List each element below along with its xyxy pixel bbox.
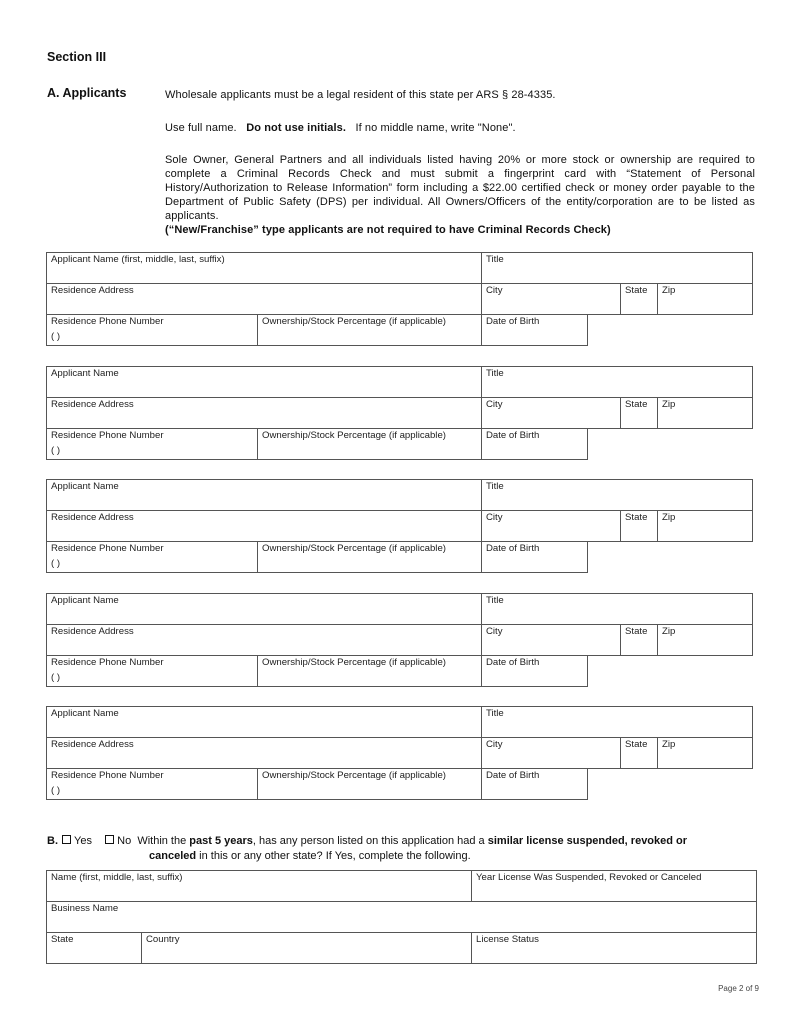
section-b-question (47, 834, 762, 849)
field-label: Year License Was Suspended, Revoked or Canceled (476, 872, 702, 883)
question-text: in this or any other state? If Yes, complete the following. (199, 850, 471, 862)
ownership-percentage-field[interactable] (257, 655, 482, 687)
criminal-check-note (165, 153, 755, 237)
area-code-placeholder: ( ) (51, 672, 61, 683)
field-label: City (486, 739, 503, 750)
field-label: State (625, 739, 648, 750)
field-label: City (486, 626, 503, 637)
residence-phone-field[interactable] (46, 428, 258, 460)
full-name-note (165, 121, 516, 135)
field-label: State (625, 399, 648, 410)
field-label: Applicant Name (first, middle, last, suffix) (51, 254, 225, 265)
field-label: Country (146, 934, 180, 945)
field-label: City (486, 399, 503, 410)
note-bold: (“New/Franchise” type applicants are not required to have Criminal Records Check) (165, 224, 611, 236)
ownership-percentage-field[interactable] (257, 428, 482, 460)
title-field[interactable] (481, 706, 753, 738)
applicant-name-field[interactable] (46, 366, 482, 398)
field-label: Date of Birth (486, 543, 540, 554)
residence-phone-field[interactable] (46, 314, 258, 346)
question-bold: past 5 years (189, 835, 253, 847)
field-label: Zip (662, 626, 676, 637)
residence-address-field[interactable] (46, 397, 482, 429)
zip-field[interactable] (657, 510, 753, 542)
section-b-question-cont (149, 849, 471, 864)
field-label: Zip (662, 399, 676, 410)
residence-phone-field[interactable] (46, 655, 258, 687)
suspended-state-field[interactable] (46, 932, 142, 964)
field-label: State (625, 626, 648, 637)
field-label: Zip (662, 285, 676, 296)
field-label: Residence Phone Number (51, 316, 164, 327)
zip-field[interactable] (657, 624, 753, 656)
area-code-placeholder: ( ) (51, 558, 61, 569)
field-label: Date of Birth (486, 430, 540, 441)
date-of-birth-field[interactable] (481, 314, 588, 346)
field-label: Applicant Name (51, 481, 119, 492)
state-field[interactable] (620, 624, 658, 656)
city-field[interactable] (481, 510, 621, 542)
field-label: Residence Phone Number (51, 657, 164, 668)
business-name-field[interactable] (46, 901, 757, 933)
field-label: Date of Birth (486, 316, 540, 327)
city-field[interactable] (481, 624, 621, 656)
zip-field[interactable] (657, 283, 753, 315)
field-label: Residence Phone Number (51, 770, 164, 781)
residence-phone-field[interactable] (46, 541, 258, 573)
field-label: Ownership/Stock Percentage (if applicable) (262, 316, 446, 327)
city-field[interactable] (481, 283, 621, 315)
title-field[interactable] (481, 593, 753, 625)
state-field[interactable] (620, 283, 658, 315)
field-label: City (486, 285, 503, 296)
field-label: Residence Address (51, 626, 134, 637)
date-of-birth-field[interactable] (481, 768, 588, 800)
field-label: Title (486, 708, 504, 719)
residence-address-field[interactable] (46, 510, 482, 542)
note-text: Use full name. (165, 122, 237, 134)
title-field[interactable] (481, 366, 753, 398)
yes-label: Yes (74, 835, 92, 847)
residence-address-field[interactable] (46, 283, 482, 315)
field-label: Date of Birth (486, 770, 540, 781)
question-bold: similar license suspended, revoked or (487, 835, 688, 847)
field-label: Zip (662, 739, 676, 750)
state-field[interactable] (620, 737, 658, 769)
applicants-heading: A. Applicants (47, 86, 127, 100)
field-label: Residence Address (51, 739, 134, 750)
ownership-percentage-field[interactable] (257, 314, 482, 346)
question-text: , has any person listed on this application had a (252, 835, 485, 847)
no-label: No (117, 835, 132, 847)
applicant-name-field[interactable] (46, 593, 482, 625)
field-label: Title (486, 481, 504, 492)
field-label: Ownership/Stock Percentage (if applicable) (262, 543, 446, 554)
license-status-field[interactable] (471, 932, 757, 964)
area-code-placeholder: ( ) (51, 331, 61, 342)
field-label: Title (486, 595, 504, 606)
field-label: City (486, 512, 503, 523)
field-label: Residence Address (51, 285, 134, 296)
note-text: If no middle name, write "None". (355, 122, 516, 134)
field-label: State (625, 285, 648, 296)
field-label: Zip (662, 512, 676, 523)
field-label: License Status (476, 934, 539, 945)
city-field[interactable] (481, 397, 621, 429)
country-field[interactable] (141, 932, 472, 964)
field-label: Applicant Name (51, 368, 119, 379)
field-label: Name (first, middle, last, suffix) (51, 872, 183, 883)
field-label: State (625, 512, 648, 523)
field-label: Residence Address (51, 512, 134, 523)
applicant-name-field[interactable] (46, 706, 482, 738)
residency-note: Wholesale applicants must be a legal resident of this state per ARS § 28-4335. (165, 89, 556, 101)
field-label: Applicant Name (51, 708, 119, 719)
field-label: Residence Phone Number (51, 430, 164, 441)
field-label: Applicant Name (51, 595, 119, 606)
section-title: Section III (47, 50, 107, 64)
field-label: Residence Address (51, 399, 134, 410)
field-label: Residence Phone Number (51, 543, 164, 554)
residence-address-field[interactable] (46, 624, 482, 656)
suspended-name-field[interactable] (46, 870, 472, 902)
field-label: Ownership/Stock Percentage (if applicable) (262, 657, 446, 668)
field-label: Ownership/Stock Percentage (if applicable) (262, 770, 446, 781)
field-label: Date of Birth (486, 657, 540, 668)
question-bold: canceled (149, 850, 197, 862)
note-bold: Do not use initials. (246, 122, 346, 134)
date-of-birth-field[interactable] (481, 655, 588, 687)
date-of-birth-field[interactable] (481, 541, 588, 573)
no-checkbox[interactable] (105, 835, 114, 844)
ownership-percentage-field[interactable] (257, 768, 482, 800)
applicant-name-field[interactable] (46, 252, 482, 284)
date-of-birth-field[interactable] (481, 428, 588, 460)
residence-phone-field[interactable] (46, 768, 258, 800)
field-label: Title (486, 254, 504, 265)
field-label: State (51, 934, 74, 945)
year-suspended-field[interactable] (471, 870, 757, 902)
city-field[interactable] (481, 737, 621, 769)
page-number: Page 2 of 9 (718, 984, 759, 993)
note-text: Sole Owner, General Partners and all individuals listed having 20% or more stock or ownership are required to complete a Criminal Records Check and must submit a fingerprint card with “Statement of Personal History/Authorization to Release Information” form including a $22.00 certified check or money order payable to the Department of Public Safety (DPS) per individual. All Owners/Officers of the entity/corporation are to be listed as applicants. (165, 154, 755, 222)
title-field[interactable] (481, 252, 753, 284)
area-code-placeholder: ( ) (51, 785, 61, 796)
field-label: Business Name (51, 903, 119, 914)
state-field[interactable] (620, 397, 658, 429)
ownership-percentage-field[interactable] (257, 541, 482, 573)
applicant-name-field[interactable] (46, 479, 482, 511)
area-code-placeholder: ( ) (51, 445, 61, 456)
field-label: Title (486, 368, 504, 379)
yes-checkbox[interactable] (62, 835, 71, 844)
zip-field[interactable] (657, 397, 753, 429)
residence-address-field[interactable] (46, 737, 482, 769)
zip-field[interactable] (657, 737, 753, 769)
question-text: Within the (137, 835, 187, 847)
title-field[interactable] (481, 479, 753, 511)
section-b-label: B. (47, 835, 58, 847)
state-field[interactable] (620, 510, 658, 542)
field-label: Ownership/Stock Percentage (if applicable) (262, 430, 446, 441)
